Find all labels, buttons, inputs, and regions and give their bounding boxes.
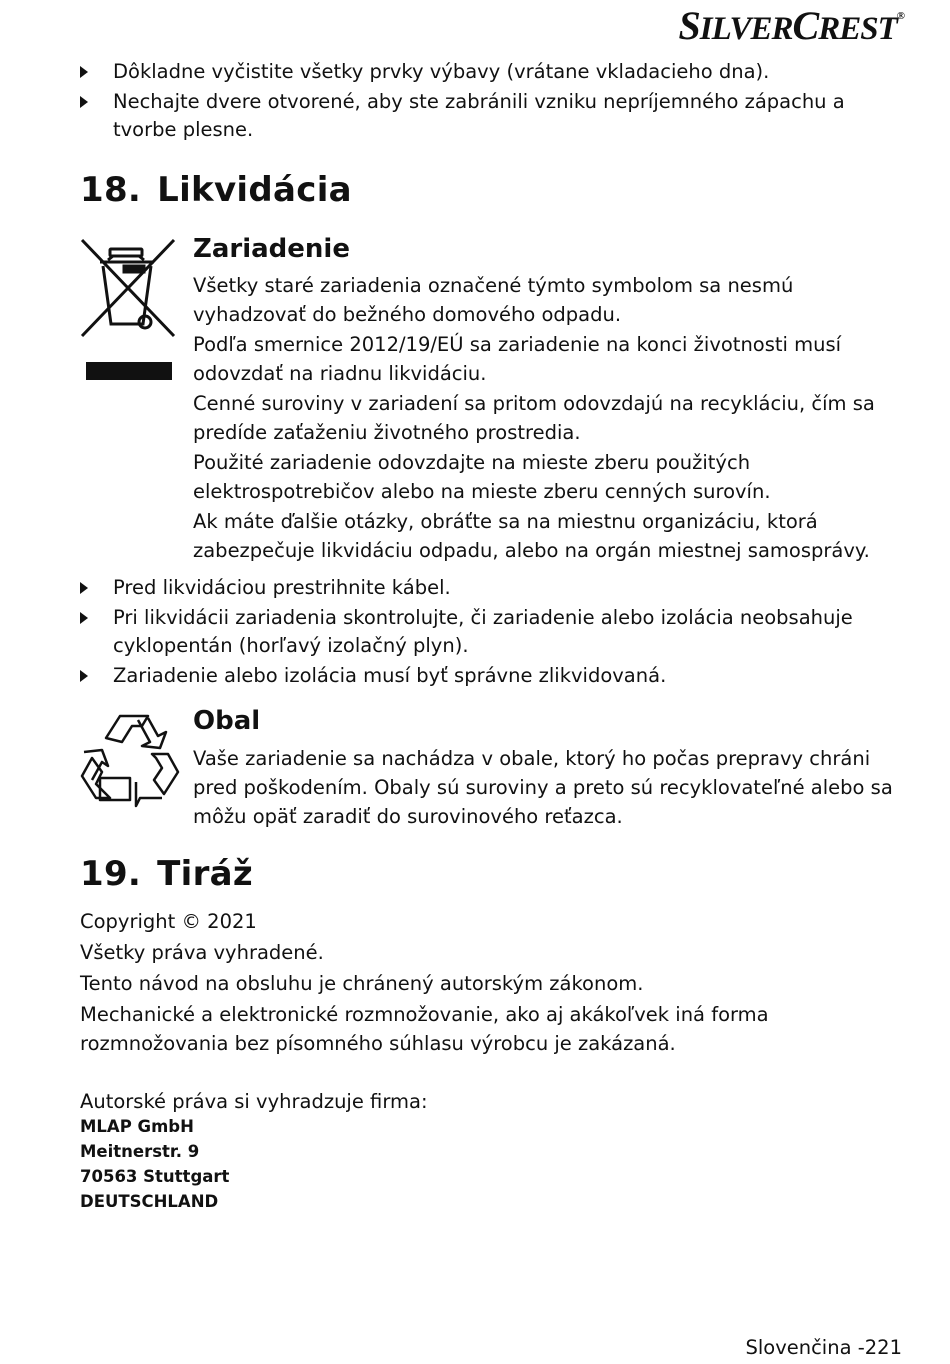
paragraph: Cenné suroviny v zariadení sa pritom odovzdajú na recykláciu, čím sa predíde zaťaženiu životného prostredia. [193, 392, 875, 444]
paragraph: Použité zariadenie odovzdajte na mieste zberu použitých elektrospotrebičov alebo na mieste zberu cenných surovín. [193, 451, 771, 503]
paragraph: Všetky staré zariadenia označené týmto symbolom sa nesmú vyhadzovať do bežného domového odpadu. [193, 274, 794, 326]
paragraph: Tento návod na obsluhu je chránený autorským zákonom. [80, 972, 644, 995]
address-line: 70563 Stuttgart [80, 1167, 230, 1186]
address-line: Meitnerstr. 9 [80, 1142, 200, 1161]
imprint-text [80, 907, 900, 1060]
silvercrest-logo: SILVERCREST® [678, 3, 904, 48]
paragraph: Podľa smernice 2012/19/EÚ sa zariadenie na konci životnosti musí odovzdať na riadnu likvidáciu. [193, 333, 842, 385]
address-line: DEUTSCHLAND [80, 1192, 219, 1211]
list-item: Zariadenie alebo izolácia musí byť správne zlikvidovaná. [80, 662, 880, 690]
list-item: Nechajte dvere otvorené, aby ste zabránili vzniku nepríjemného zápachu a tvorbe plesne. [80, 88, 880, 144]
paragraph: Ak máte ďalšie otázky, obráťte sa na miestnu organizáciu, ktorá zabezpečuje likvidáciu odpadu, alebo na orgán miestnej samosprávy. [193, 510, 870, 562]
section-19-heading: 19. Tiráž [80, 854, 253, 894]
address-line: MLAP GmbH [80, 1117, 194, 1136]
packaging-text [193, 744, 903, 832]
rights-holder-label: Autorské práva si vyhradzuje firma: [80, 1090, 428, 1113]
list-item: Pred likvidáciou prestrihnite kábel. [80, 574, 880, 602]
recycling-icon [78, 710, 184, 808]
page-footer: Slovenčina -221 [745, 1336, 902, 1359]
paragraph: Vaše zariadenie sa nachádza v obale, ktorý ho počas prepravy chráni pred poškodením. Obaly sú suroviny a preto sú recyklovateľné alebo sa môžu opäť zaradiť do surovinového reťazca. [193, 747, 893, 828]
bullet-arrow-icon [80, 612, 88, 624]
paragraph: Mechanické a elektronické rozmnožovanie, ako aj akákoľvek iná forma rozmnožovania bez písomného súhlasu výrobcu je zakázaná. [80, 1003, 769, 1055]
device-heading: Zariadenie [193, 234, 350, 264]
top-bullet-list [80, 58, 880, 146]
device-disposal-text [193, 271, 903, 566]
bullet-arrow-icon [80, 66, 88, 78]
crossed-out-wheelie-bin-icon [80, 236, 176, 384]
list-item: Dôkladne vyčistite všetky prvky výbavy (vrátane vkladacieho dna). [80, 58, 880, 86]
company-address [80, 1114, 229, 1214]
bullet-arrow-icon [80, 96, 88, 108]
packaging-heading: Obal [193, 706, 261, 736]
disposal-bullet-list [80, 574, 880, 692]
section-18-heading: 18. Likvidácia [80, 170, 352, 210]
list-item: Pri likvidácii zariadenia skontrolujte, či zariadenie alebo izolácia neobsahuje cyklopentán (horľavý izolačný plyn). [80, 604, 880, 660]
bullet-arrow-icon [80, 582, 88, 594]
bullet-arrow-icon [80, 670, 88, 682]
paragraph: Všetky práva vyhradené. [80, 941, 324, 964]
paragraph: Copyright © 2021 [80, 910, 257, 933]
